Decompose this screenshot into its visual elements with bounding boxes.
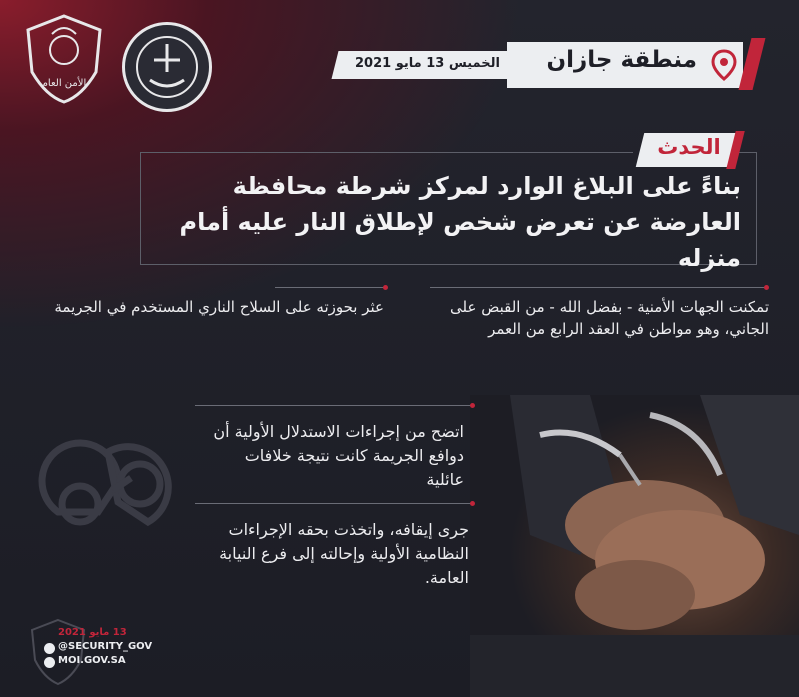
bullet-dot: [470, 403, 475, 408]
divider: [195, 503, 473, 504]
divider: [195, 405, 473, 406]
detail-item: عثر بحوزته على السلاح الناري المستخدم في الجريمة: [54, 298, 384, 316]
footer-date: 13 مايو 2021: [58, 627, 127, 638]
public-security-logo: [22, 12, 106, 104]
date-label: الخميس 13 مايو 2021: [355, 56, 500, 71]
location-pin-icon: [711, 49, 737, 81]
detail-item: اتضح من إجراءات الاستدلال الأولية أن دوافع الجريمة كانت نتيجة خلافات عائلية: [213, 422, 464, 489]
bullet-dot: [383, 285, 388, 290]
svg-text:الأمن العام: الأمن العام: [41, 78, 87, 89]
region-label: منطقة جازان: [546, 47, 697, 73]
detail-item: جرى إيقافه، واتخذت بحقه الإجراءات النظامية الأولية وإحالته إلى فرع النيابة العامة.: [219, 520, 469, 587]
event-description: بناءً على البلاغ الوارد لمركز شرطة محافظة العارضة عن تعرض شخص لإطلاق النار عليه أمام منزله: [179, 172, 741, 272]
handcuffs-icon: [18, 392, 188, 562]
divider: [430, 287, 767, 288]
event-tag-label: الحدث: [657, 135, 721, 159]
footer-website: MOI.GOV.SA: [58, 655, 126, 666]
bullet-dot: [470, 501, 475, 506]
ministry-seal-logo: [122, 22, 212, 112]
bullet-dot: [764, 285, 769, 290]
detail-item: تمكنت الجهات الأمنية - بفضل الله - من القبض على الجاني، وهو مواطن في العقد الرابع من العمر: [450, 298, 769, 338]
globe-icon: [44, 657, 55, 668]
footer-handle: @SECURITY_GOV: [58, 641, 153, 652]
divider: [275, 287, 385, 288]
twitter-icon: [44, 643, 55, 654]
handcuffed-hands-photo: [470, 395, 799, 697]
